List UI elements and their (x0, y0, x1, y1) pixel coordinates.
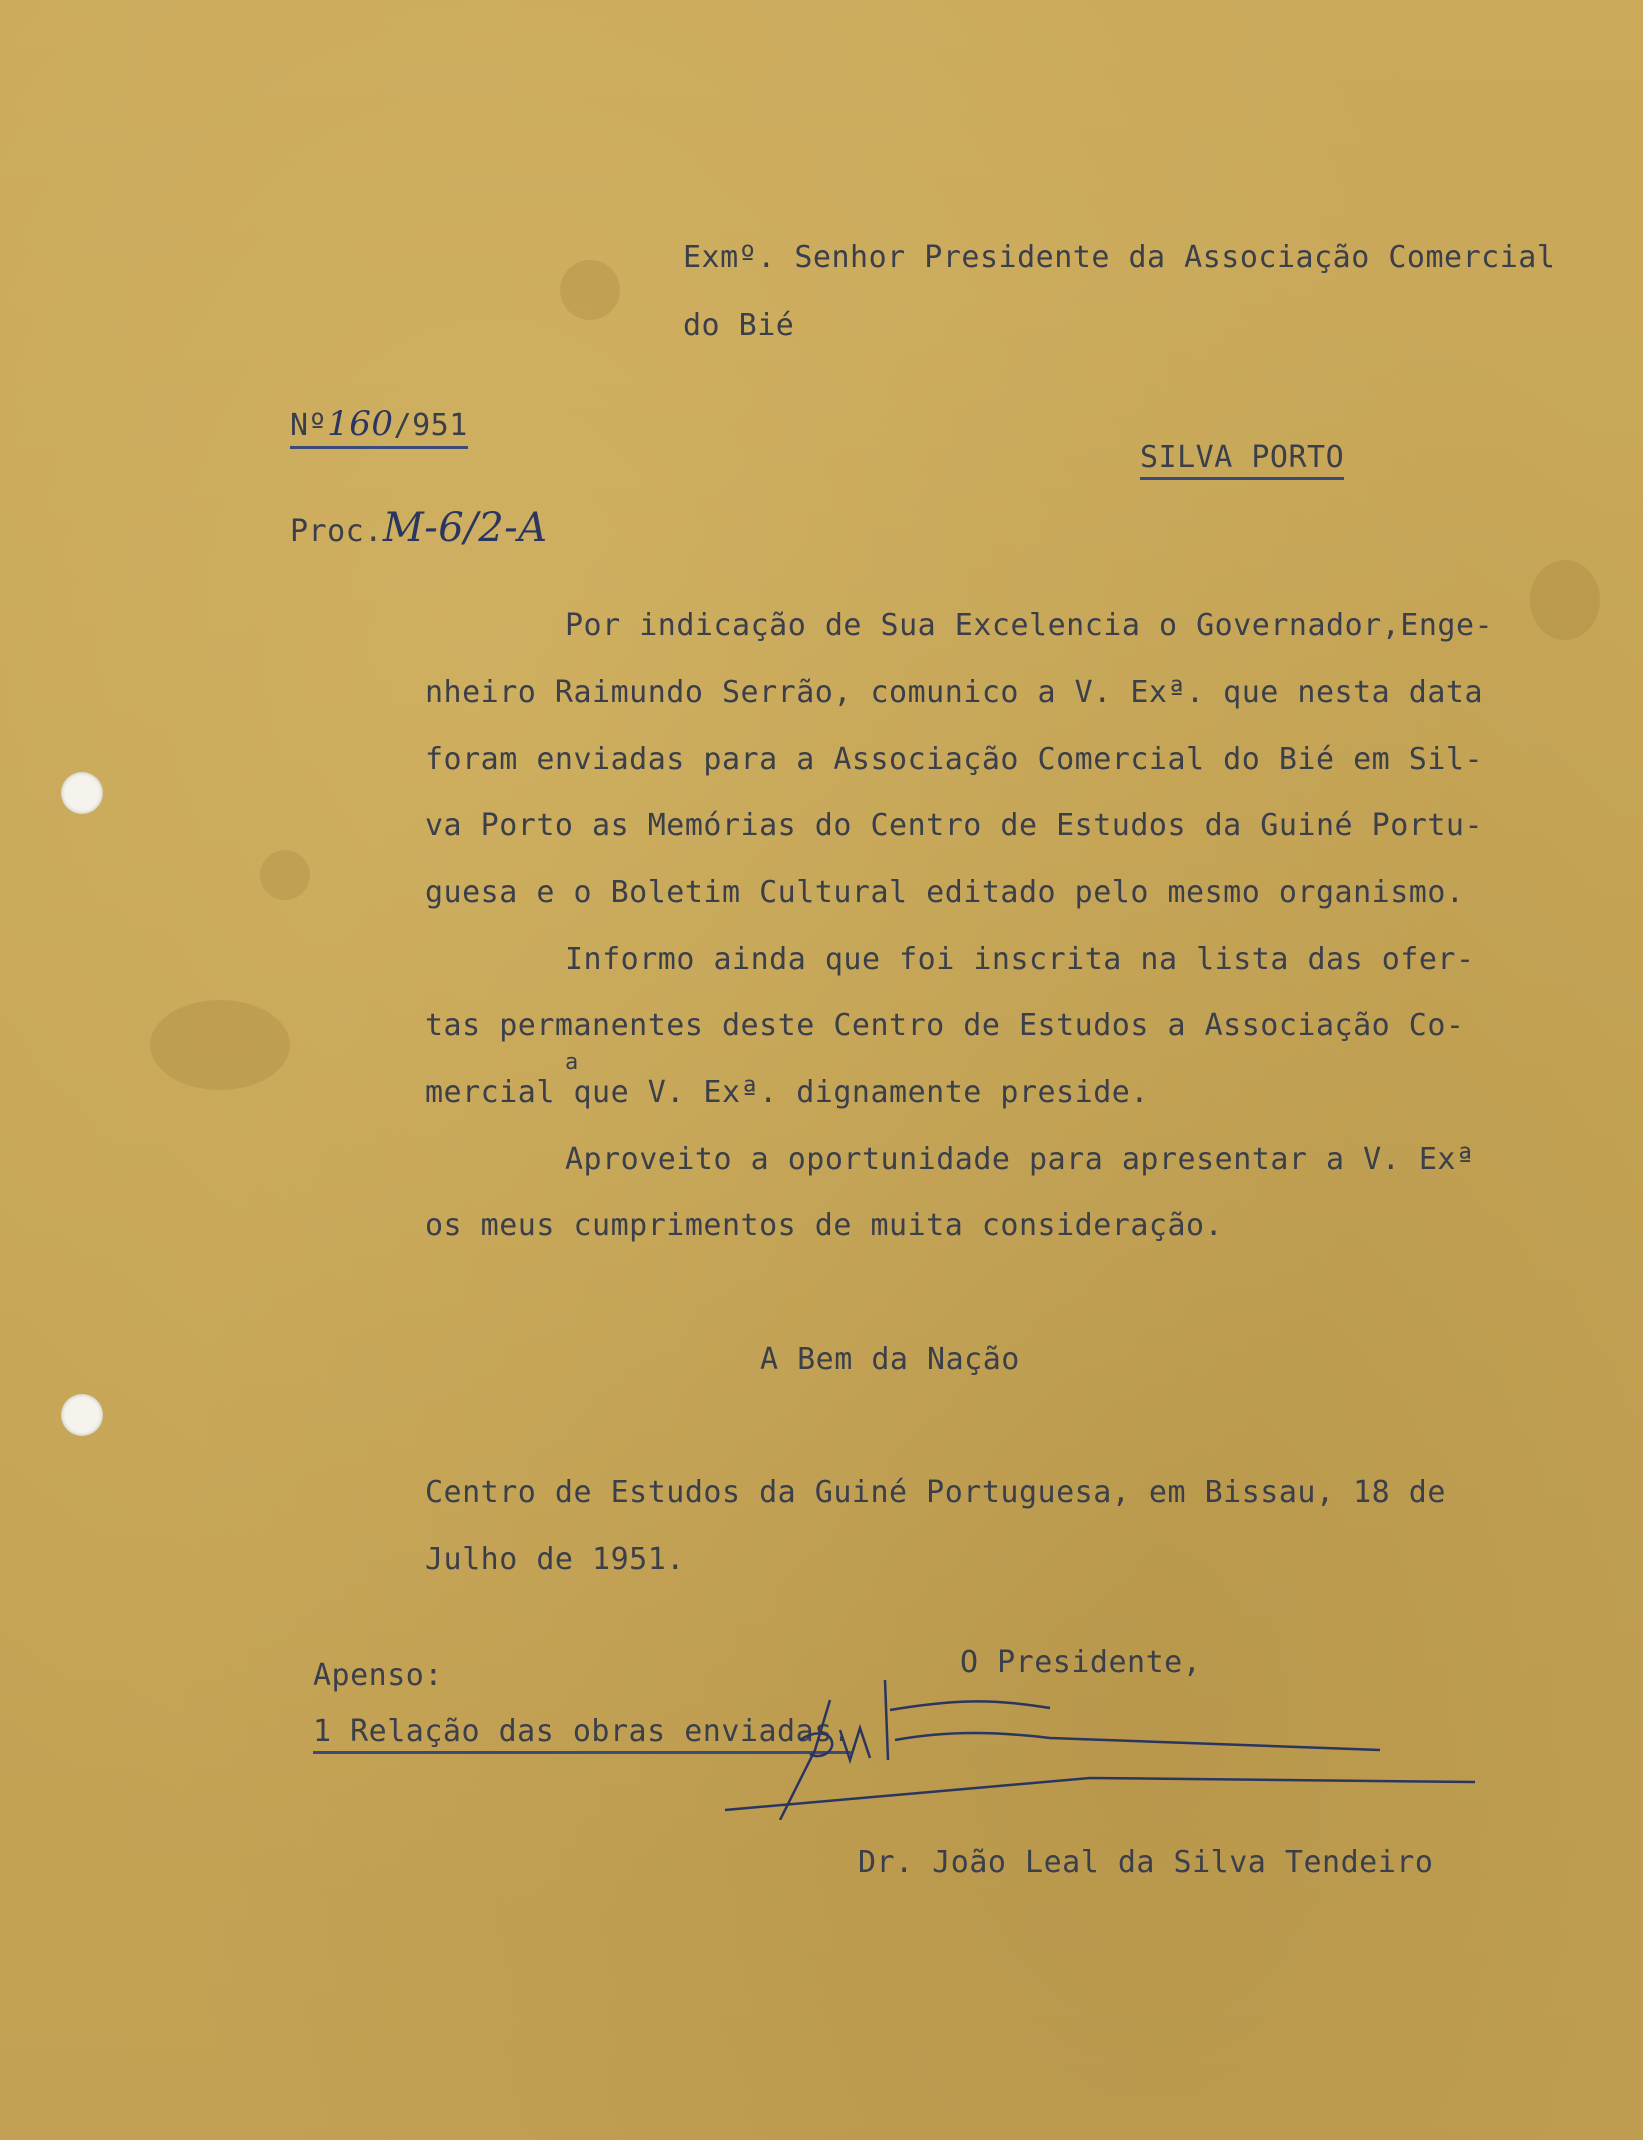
addressee-line-2: do Bié (683, 308, 795, 343)
process-prefix: Proc. (290, 514, 383, 549)
place-date-line: Centro de Estudos da Guiné Portuguesa, em Bissau, 18 de (425, 1475, 1446, 1510)
closing-formula: A Bem da Nação (760, 1342, 1020, 1377)
paper-stain (150, 1000, 290, 1090)
process-reference (290, 505, 548, 551)
paper-stain (1530, 560, 1600, 640)
paper-stain (560, 260, 620, 320)
body-p1-line: va Porto as Memórias do Centro de Estudos da Guiné Portu- (425, 808, 1484, 843)
body-p1-line: nheiro Raimundo Serrão, comunico a V. Exª. que nesta data (425, 675, 1484, 710)
attachment-label: Apenso: (313, 1658, 443, 1693)
addressee-line-1: Exmº. Senhor Presidente da Associação Comercial (683, 240, 1556, 275)
place-date-line: Julho de 1951. (425, 1542, 685, 1577)
punch-hole (61, 1394, 103, 1436)
body-p1-line: foram enviadas para a Associação Comercial do Bié em Sil- (425, 742, 1484, 777)
handwritten-signature (720, 1670, 1500, 1820)
reference-number-year: /951 (393, 408, 468, 443)
body-p2-line: mercial que V. Exª. dignamente preside. (425, 1075, 1149, 1110)
signatory-title: O Presidente, (960, 1645, 1202, 1680)
body-p2-line: tas permanentes deste Centro de Estudos a Associação Co- (425, 1008, 1465, 1043)
body-p3-line: Aproveito a oportunidade para apresentar a V. Exª (565, 1142, 1475, 1177)
body-p1-line: Por indicação de Sua Excelencia o Governador,Enge- (565, 608, 1494, 643)
reference-number-handwritten: 160 (327, 404, 394, 444)
body-p3-line: os meus cumprimentos de muita consideração. (425, 1208, 1224, 1243)
typed-insert: a (565, 1050, 579, 1075)
body-p2-line: Informo ainda que foi inscrita na lista das ofer- (565, 942, 1475, 977)
body-p1-line: guesa e o Boletim Cultural editado pelo mesmo organismo. (425, 875, 1465, 910)
reference-number (290, 404, 468, 449)
attachment-item: 1 Relação das obras enviadas. (313, 1714, 851, 1754)
process-handwritten: M-6/2-A (382, 505, 548, 551)
punch-hole (61, 772, 103, 814)
reference-number-prefix: Nº (290, 408, 328, 443)
paper-stain (260, 850, 310, 900)
destination-city: SILVA PORTO (1140, 440, 1344, 480)
signatory-name: Dr. João Leal da Silva Tendeiro (858, 1845, 1434, 1880)
